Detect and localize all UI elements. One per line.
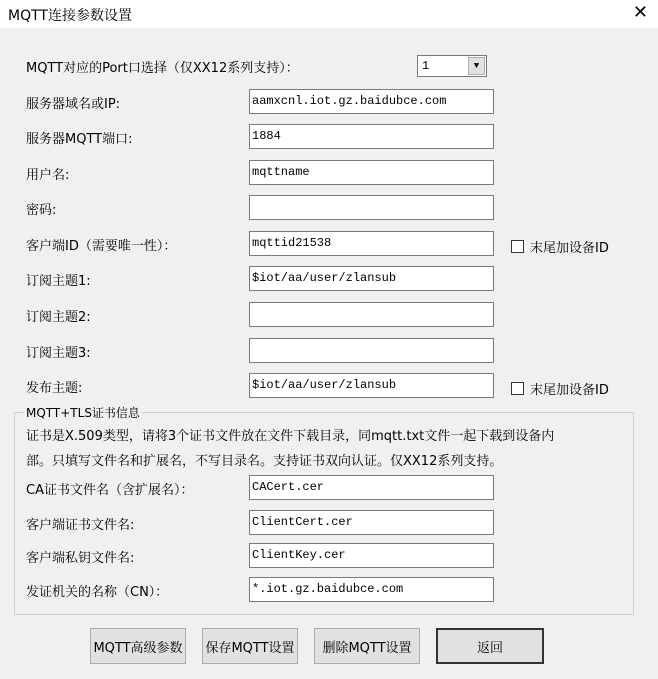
client-key-label: 客户端私钥文件名: [26, 551, 135, 566]
client-id-suffix-label: 末尾加设备ID [530, 241, 609, 256]
tls-group-title: MQTT+TLS证书信息 [26, 406, 140, 420]
save-mqtt-button[interactable]: 保存MQTT设置 [202, 628, 298, 664]
pub-topic-label: 发布主题: [26, 381, 83, 396]
client-id-label: 客户端ID（需要唯一性）： [26, 239, 177, 254]
ca-file-input[interactable]: CACert.cer [249, 475, 494, 500]
chevron-down-icon[interactable]: ▼ [468, 57, 485, 75]
sub-topic2-input[interactable] [249, 302, 494, 327]
sub-topic3-input[interactable] [249, 338, 494, 363]
client-key-input[interactable]: ClientKey.cer [249, 543, 494, 568]
pub-suffix-checkbox[interactable] [511, 379, 609, 398]
client-id-suffix-checkbox[interactable] [511, 237, 609, 256]
back-button[interactable]: 返回 [436, 628, 544, 664]
client-cert-label: 客户端证书文件名: [26, 518, 135, 533]
server-port-input[interactable]: 1884 [249, 124, 494, 149]
password-input[interactable] [249, 195, 494, 220]
sub-topic1-input[interactable]: $iot/aa/user/zlansub [249, 266, 494, 291]
pub-topic-input[interactable]: $iot/aa/user/zlansub [249, 373, 494, 398]
port-select-label: MQTT对应的Port口选择（仅XX12系列支持）： [26, 61, 299, 76]
client-id-input[interactable]: mqttid21538 [249, 231, 494, 256]
server-domain-input[interactable]: aamxcnl.iot.gz.baidubce.com [249, 89, 494, 114]
sub-topic2-label: 订阅主题2: [26, 310, 91, 325]
issuer-cn-label: 发证机关的名称（CN）： [26, 585, 169, 600]
server-port-label: 服务器MQTT端口: [26, 132, 133, 147]
password-label: 密码: [26, 203, 57, 218]
tls-note-line2: 部。只填写文件名和扩展名，不写目录名。支持证书双向认证。仅XX12系列支持。 [26, 454, 503, 469]
username-input[interactable]: mqttname [249, 160, 494, 185]
checkbox-box[interactable] [511, 382, 524, 395]
window-title: MQTT连接参数设置 [8, 8, 132, 24]
client-cert-input[interactable]: ClientCert.cer [249, 510, 494, 535]
username-label: 用户名: [26, 168, 70, 183]
port-select[interactable] [417, 55, 487, 77]
port-select-value: 1 [422, 59, 430, 73]
checkbox-box[interactable] [511, 240, 524, 253]
ca-file-label: CA证书文件名（含扩展名）： [26, 483, 194, 498]
close-icon[interactable]: ✕ [632, 2, 648, 23]
pub-suffix-label: 末尾加设备ID [530, 383, 609, 398]
tls-note-line1: 证书是X.509类型，请将3个证书文件放在文件下载目录，同mqtt.txt文件一起下载到设备内 [26, 429, 555, 444]
mqtt-advanced-button[interactable]: MQTT高级参数 [90, 628, 186, 664]
issuer-cn-input[interactable]: *.iot.gz.baidubce.com [249, 577, 494, 602]
delete-mqtt-button[interactable]: 删除MQTT设置 [314, 628, 420, 664]
server-domain-label: 服务器域名或IP: [26, 97, 121, 112]
sub-topic3-label: 订阅主题3: [26, 346, 91, 361]
sub-topic1-label: 订阅主题1: [26, 274, 91, 289]
title-bar [0, 0, 658, 28]
